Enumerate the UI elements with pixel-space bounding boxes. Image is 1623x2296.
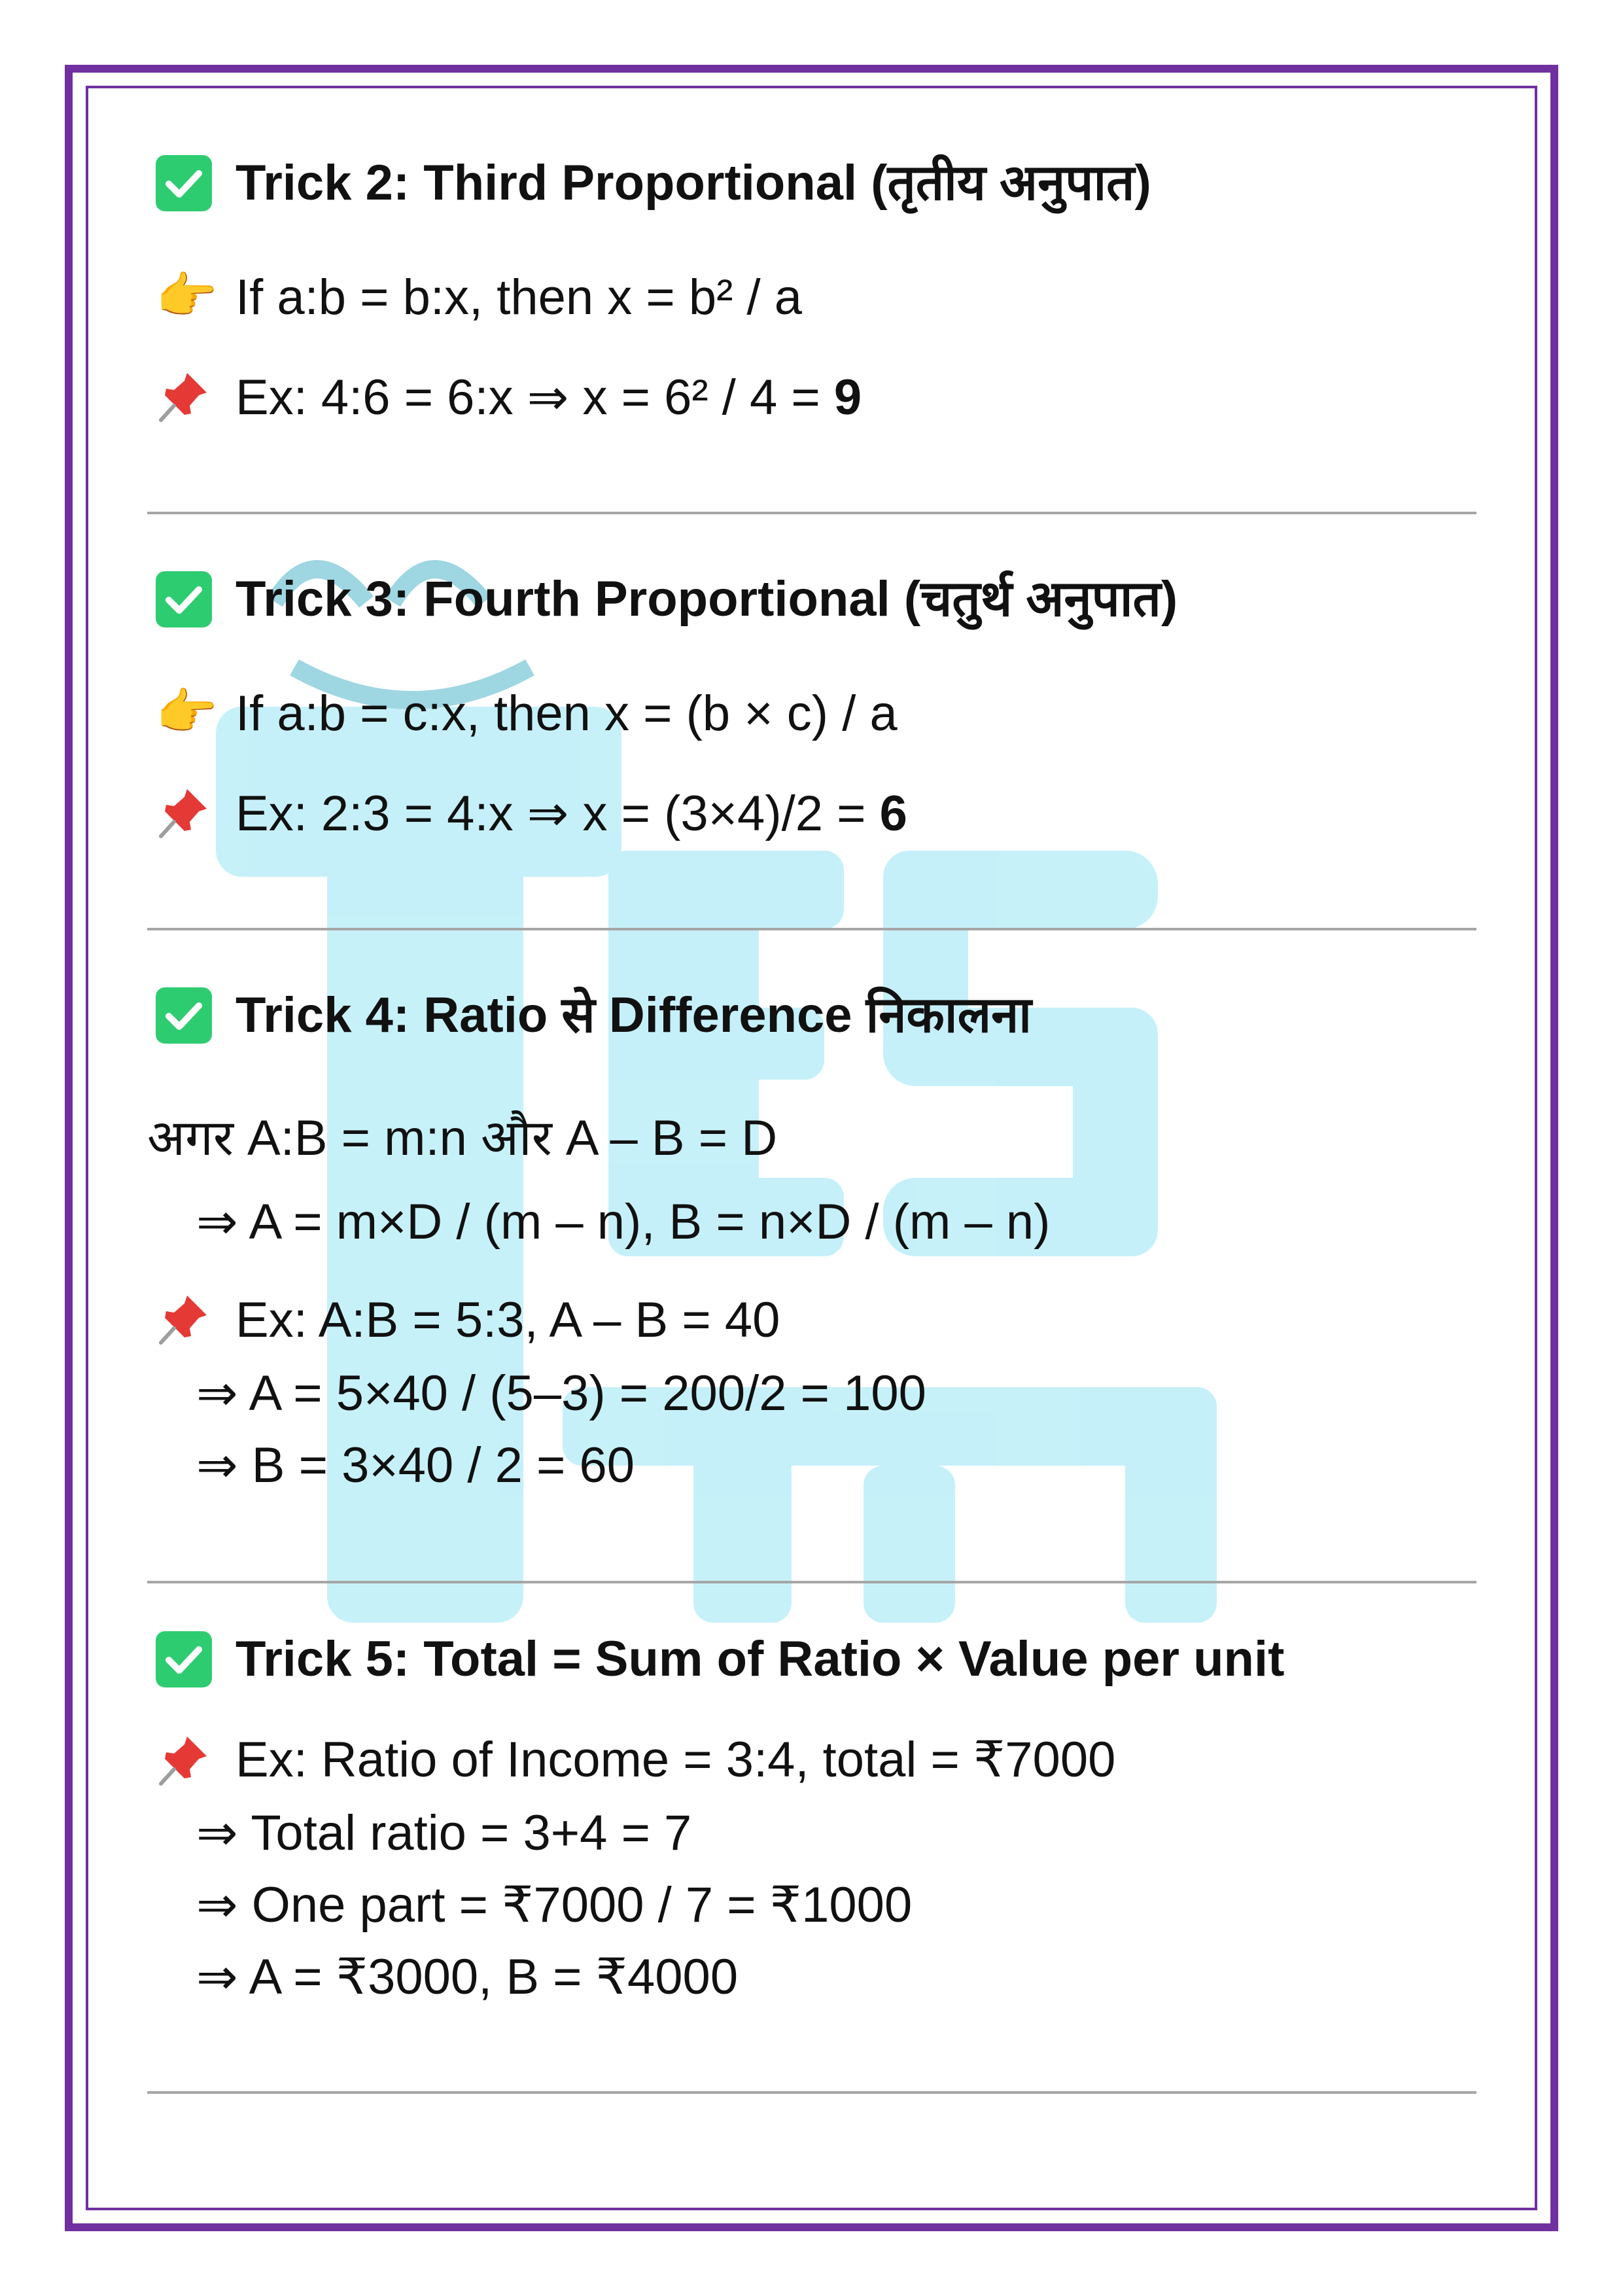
trick-4-title: Trick 4: Ratio से Difference निकालना xyxy=(236,987,1032,1043)
pushpin-icon xyxy=(156,1731,212,1788)
trick-2-example xyxy=(236,365,862,431)
trick-5-step-2: ⇒ One part = ₹7000 / 7 = ₹1000 xyxy=(196,1877,913,1933)
trick-3-rule: If a:b = c:x, then x = (b × c) / a xyxy=(236,686,898,741)
pushpin-icon xyxy=(156,368,212,424)
trick-2-rule: If a:b = b:x, then x = b² / a xyxy=(236,270,803,325)
trick-4-formula: ⇒ A = m×D / (m – n), B = n×D / (m – n) xyxy=(196,1194,1051,1250)
pointing-hand-icon: 👉 xyxy=(156,684,218,740)
trick-3-answer: 6 xyxy=(879,786,907,841)
trick-3-example xyxy=(236,781,907,847)
trick-2-title: Trick 2: Third Proportional (तृतीय अनुपात) xyxy=(236,155,1151,211)
section-divider xyxy=(147,1581,1476,1583)
trick-5-example: Ex: Ratio of Income = 3:4, total = ₹7000 xyxy=(236,1732,1116,1788)
trick-5-step-1: ⇒ Total ratio = 3+4 = 7 xyxy=(196,1805,692,1861)
section-divider xyxy=(147,928,1476,930)
section-divider xyxy=(147,512,1476,514)
trick-2-answer: 9 xyxy=(833,370,862,425)
check-box-icon xyxy=(156,571,212,627)
trick-4-example: Ex: A:B = 5:3, A – B = 40 xyxy=(236,1292,780,1348)
pointing-hand-icon: 👉 xyxy=(156,268,218,324)
pushpin-icon xyxy=(156,1290,212,1347)
trick-4-step-1: ⇒ A = 5×40 / (5–3) = 200/2 = 100 xyxy=(196,1366,926,1421)
check-box-icon xyxy=(156,1631,212,1687)
check-box-icon xyxy=(156,155,212,211)
section-divider xyxy=(147,2091,1476,2094)
pushpin-icon xyxy=(156,784,212,840)
trick-5-title: Trick 5: Total = Sum of Ratio × Value per unit xyxy=(236,1631,1285,1687)
trick-4-condition: अगर A:B = m:n और A – B = D xyxy=(147,1110,778,1166)
check-box-icon xyxy=(156,987,212,1044)
trick-3-example-text: Ex: 2:3 = 4:x ⇒ x = (3×4)/2 = xyxy=(236,786,880,841)
trick-5-step-3: ⇒ A = ₹3000, B = ₹4000 xyxy=(196,1949,739,2005)
trick-3-title: Trick 3: Fourth Proportional (चतुर्थ अनुपात) xyxy=(236,571,1178,627)
trick-2-example-text: Ex: 4:6 = 6:x ⇒ x = 6² / 4 = xyxy=(236,370,834,425)
trick-4-step-2: ⇒ B = 3×40 / 2 = 60 xyxy=(196,1438,635,1493)
